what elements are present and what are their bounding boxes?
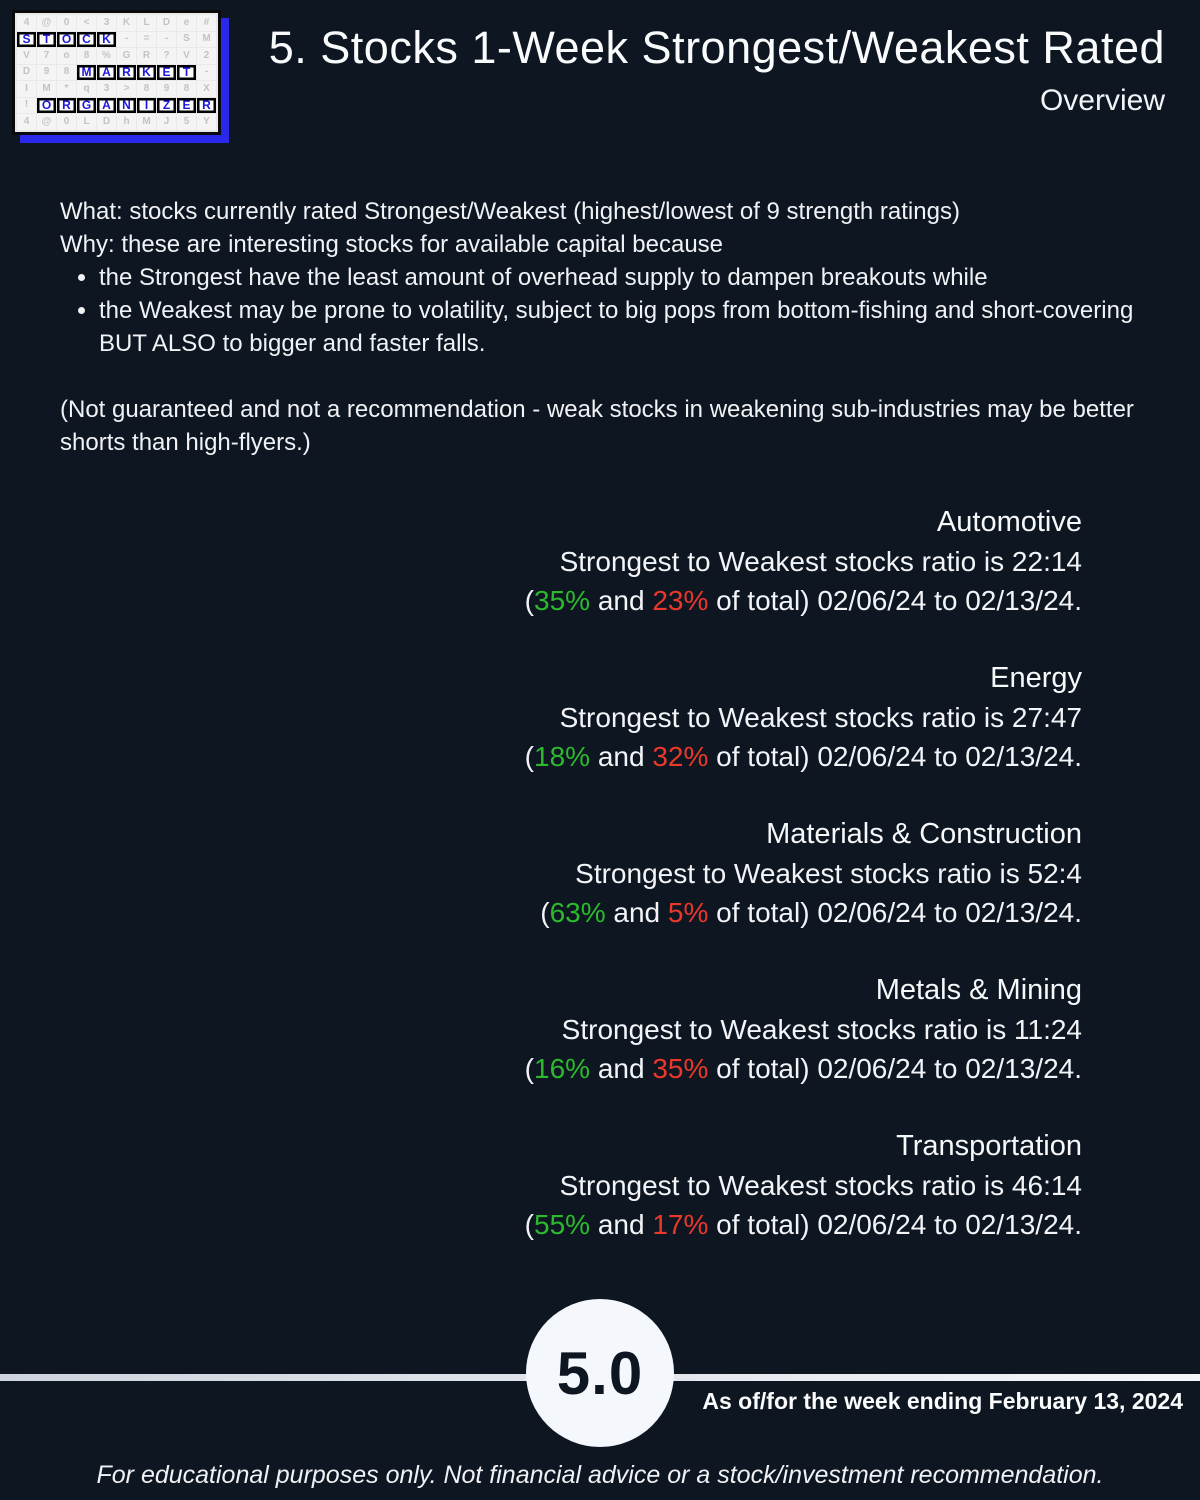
logo-word-letter: O — [37, 98, 56, 114]
logo-filler-letter: < — [77, 15, 96, 31]
intro-bullet-weakest: • the Weakest may be prone to volatility, subject to big pops from bottom-fishing and short-covering BUT ALSO to bigger and faster falls. — [99, 294, 1145, 360]
strongest-percent: 63% — [549, 897, 606, 928]
logo-filler-letter: 8 — [137, 81, 156, 97]
stock-market-organizer-logo — [12, 10, 221, 135]
logo-filler-letter: M — [137, 114, 156, 130]
logo-filler-letter: 7 — [37, 48, 56, 64]
pct-and-text: and — [590, 1209, 653, 1240]
sector-ratio-line: Strongest to Weakest stocks ratio is 11:24 — [561, 1014, 1082, 1045]
logo-filler-letter: o — [57, 48, 76, 64]
strongest-percent: 35% — [534, 585, 591, 616]
logo-filler-letter: V — [177, 48, 196, 64]
score-value: 5.0 — [556, 1339, 644, 1407]
sector-name: Materials & Construction — [766, 818, 1082, 850]
date-range: 02/06/24 to 02/13/24. — [817, 741, 1082, 772]
logo-word-letter: E — [177, 98, 196, 114]
sector-percentages-line — [0, 581, 1082, 620]
logo-filler-letter: 8 — [177, 81, 196, 97]
date-range: 02/06/24 to 02/13/24. — [817, 897, 1082, 928]
sector-block — [0, 503, 1082, 620]
logo-filler-letter: X — [197, 81, 216, 97]
intro-bullet-list — [60, 261, 1145, 360]
intro-section — [60, 195, 1145, 459]
logo-filler-letter: ? — [157, 48, 176, 64]
logo-word-letter: E — [157, 65, 176, 81]
sector-block — [0, 971, 1082, 1088]
logo-filler-letter: D — [17, 65, 36, 81]
logo-filler-letter: Y — [197, 114, 216, 130]
logo-filler-letter: 8 — [77, 48, 96, 64]
logo-filler-letter: G — [117, 48, 136, 64]
date-range: 02/06/24 to 02/13/24. — [817, 1209, 1082, 1240]
logo-word-letter: M — [77, 65, 96, 81]
logo-filler-letter: 5 — [177, 114, 196, 130]
logo-filler-letter: ! — [17, 98, 36, 114]
logo-word-letter: K — [97, 32, 116, 48]
logo-word-letter: A — [97, 98, 116, 114]
pct-and-text: and — [590, 741, 653, 772]
weakest-percent: 17% — [652, 1209, 709, 1240]
logo-word-letter: A — [97, 65, 116, 81]
sector-name: Metals & Mining — [875, 974, 1082, 1006]
logo-word-letter: R — [117, 65, 136, 81]
logo-filler-letter: S — [177, 32, 196, 48]
intro-bullet-strongest: • the Strongest have the least amount of overhead supply to dampen breakouts while — [99, 261, 1145, 294]
sector-ratio-line: Strongest to Weakest stocks ratio is 52:4 — [575, 858, 1082, 889]
pct-open-paren: ( — [524, 585, 534, 616]
pct-and-text: and — [590, 1053, 653, 1084]
logo-word-letter: G — [77, 98, 96, 114]
as-of-date: As of/for the week ending February 13, 2024 — [702, 1388, 1183, 1414]
strongest-percent: 16% — [534, 1053, 591, 1084]
pct-close-text: of total) — [708, 1209, 818, 1240]
logo-filler-letter: - — [117, 32, 136, 48]
logo-filler-letter: 0 — [57, 114, 76, 130]
logo-filler-letter: @ — [37, 114, 56, 130]
weakest-percent: 32% — [652, 741, 709, 772]
logo-filler-letter: R — [137, 48, 156, 64]
logo-filler-letter: L — [137, 15, 156, 31]
logo-word-letter: T — [177, 65, 196, 81]
intro-why-line: Why: these are interesting stocks for available capital because — [60, 231, 724, 258]
page-title: 5. Stocks 1-Week Strongest/Weakest Rated — [268, 22, 1165, 73]
logo-filler-letter: 8 — [57, 65, 76, 81]
weakest-percent: 35% — [652, 1053, 709, 1084]
logo-filler-letter: V — [17, 48, 36, 64]
sector-block — [0, 659, 1082, 776]
pct-open-paren: ( — [524, 1053, 534, 1084]
sector-block — [0, 1127, 1082, 1244]
logo-filler-letter: - — [197, 65, 216, 81]
weakest-percent: 23% — [652, 585, 709, 616]
date-range: 02/06/24 to 02/13/24. — [817, 1053, 1082, 1084]
intro-disclaimer-note: (Not guaranteed and not a recommendation - weak stocks in weakening sub-industries may be better shorts than high-flyers.) — [60, 396, 1134, 456]
logo-word-letter: N — [117, 98, 136, 114]
logo-word-letter: C — [77, 32, 96, 48]
pct-open-paren: ( — [524, 1209, 534, 1240]
logo-filler-letter: K — [117, 15, 136, 31]
logo-filler-letter: L — [77, 114, 96, 130]
logo-filler-letter: D — [97, 114, 116, 130]
sector-percentages-line — [0, 737, 1082, 776]
sector-percentages-line — [0, 1049, 1082, 1088]
pct-close-text: of total) — [708, 585, 818, 616]
pct-close-text: of total) — [708, 741, 818, 772]
pct-open-paren: ( — [524, 741, 534, 772]
strongest-percent: 18% — [534, 741, 591, 772]
sector-block — [0, 815, 1082, 932]
logo-filler-letter: I — [17, 81, 36, 97]
strongest-percent: 55% — [534, 1209, 591, 1240]
logo-filler-letter: M — [197, 32, 216, 48]
sector-name: Energy — [990, 662, 1082, 694]
sector-name: Transportation — [896, 1130, 1082, 1162]
logo-filler-letter: @ — [37, 15, 56, 31]
logo-filler-letter: > — [117, 81, 136, 97]
sector-ratio-line: Strongest to Weakest stocks ratio is 22:14 — [559, 546, 1082, 577]
page-subtitle: Overview — [1039, 84, 1165, 117]
pct-close-text: of total) — [708, 1053, 818, 1084]
sector-percentages-line — [0, 893, 1082, 932]
logo-word-letter: S — [17, 32, 36, 48]
logo-filler-letter: 9 — [37, 65, 56, 81]
header — [240, 22, 1165, 118]
score-circle — [526, 1299, 674, 1447]
logo-filler-letter: 4 — [17, 114, 36, 130]
weakest-percent: 5% — [667, 897, 709, 928]
logo-word-letter: K — [137, 65, 156, 81]
logo-filler-letter: 0 — [57, 15, 76, 31]
sector-ratings-list — [0, 503, 1082, 1244]
logo-word-letter: I — [137, 98, 156, 114]
logo-filler-letter: q — [77, 81, 96, 97]
intro-what-line: What: stocks currently rated Strongest/Weakest (highest/lowest of 9 strength ratings) — [60, 198, 960, 225]
logo-filler-letter: h — [117, 114, 136, 130]
logo-word-letter: R — [197, 98, 216, 114]
logo-filler-letter: M — [37, 81, 56, 97]
date-range: 02/06/24 to 02/13/24. — [817, 585, 1082, 616]
logo-filler-letter: 9 — [157, 81, 176, 97]
pct-and-text: and — [590, 585, 653, 616]
logo-crossword-grid — [17, 15, 216, 130]
logo-filler-letter: % — [97, 48, 116, 64]
logo-filler-letter: * — [57, 81, 76, 97]
logo-filler-letter: 3 — [97, 15, 116, 31]
logo-filler-letter: = — [137, 32, 156, 48]
logo-filler-letter: 3 — [97, 81, 116, 97]
sector-name: Automotive — [936, 506, 1082, 538]
logo-filler-letter: J — [157, 114, 176, 130]
sector-ratio-line: Strongest to Weakest stocks ratio is 46:14 — [559, 1170, 1082, 1201]
logo-filler-letter: - — [157, 32, 176, 48]
logo-filler-letter: 4 — [17, 15, 36, 31]
logo-filler-letter: D — [157, 15, 176, 31]
logo-word-letter: R — [57, 98, 76, 114]
sector-ratio-line: Strongest to Weakest stocks ratio is 27:47 — [559, 702, 1082, 733]
pct-open-paren: ( — [540, 897, 550, 928]
logo-filler-letter: # — [197, 15, 216, 31]
pct-and-text: and — [605, 897, 668, 928]
sector-percentages-line — [0, 1205, 1082, 1244]
disclaimer-text: For educational purposes only. Not financial advice or a stock/investment recommendation. — [96, 1461, 1104, 1489]
logo-word-letter: Z — [157, 98, 176, 114]
logo-filler-letter: 2 — [197, 48, 216, 64]
pct-close-text: of total) — [708, 897, 818, 928]
logo-word-letter: O — [57, 32, 76, 48]
logo-word-letter: T — [37, 32, 56, 48]
logo-filler-letter: e — [177, 15, 196, 31]
